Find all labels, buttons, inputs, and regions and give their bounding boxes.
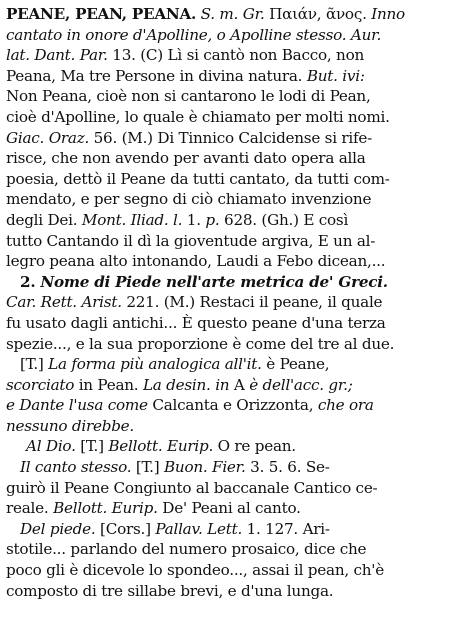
text-segment: Παιάν, ᾶνος.	[264, 5, 372, 23]
text-line	[6, 375, 467, 396]
text-segment: Nome di Piede nell'arte metrica de' Greci.	[40, 272, 388, 291]
text-line	[6, 210, 467, 231]
text-line	[6, 498, 467, 519]
text-line	[6, 251, 467, 272]
text-segment: Peana, Ma tre Persone in divina natura.	[6, 66, 307, 85]
text-segment: spezie..., e la sua proporzione è come del tre al due.	[6, 334, 395, 353]
text-segment: reale.	[6, 499, 54, 518]
text-line	[6, 436, 467, 457]
text-segment: [T.]	[131, 458, 165, 477]
text-segment: Car. Rett. Arist.	[6, 293, 122, 312]
text-segment: [T.]	[75, 437, 109, 456]
text-line	[6, 395, 467, 416]
text-segment: 1.	[182, 210, 206, 229]
text-segment: scorciato	[6, 375, 75, 394]
text-segment: degli Dei.	[6, 210, 82, 229]
text-segment: Al Dio.	[26, 437, 76, 456]
text-line	[6, 354, 467, 375]
text-segment: O re pean.	[213, 437, 296, 456]
text-segment: tutto Cantando il dì la gioventude argiva, E un al-	[6, 231, 376, 250]
text-segment: fu usato dagli antichi... È questo peane d'una terza	[6, 313, 386, 332]
text-line	[6, 292, 467, 313]
text-segment: poesia, dettò il Peane da tutti cantato, da tutti com-	[6, 169, 390, 188]
text-line	[6, 4, 467, 25]
text-segment: Mont. Iliad. l.	[81, 210, 183, 229]
text-segment: Inno	[371, 5, 405, 23]
text-segment: lat. Dant. Par.	[6, 46, 108, 65]
text-segment: cioè d'Apolline, lo quale è chiamato per molti nomi.	[6, 107, 390, 126]
text-segment: S. m. Gr.	[200, 5, 265, 23]
text-segment: composto di tre sillabe brevi, e d'una lunga.	[6, 581, 334, 600]
text-segment: risce, che non avendo per avanti dato opera alla	[6, 149, 366, 168]
text-segment: è dell'acc. gr.;	[249, 375, 353, 394]
text-segment: Bellott. Eurip.	[53, 499, 158, 518]
text-segment: 221. (M.) Restaci il peane, il quale	[121, 293, 383, 312]
text-segment: But. ivi:	[306, 66, 365, 85]
text-line	[6, 66, 467, 87]
text-line	[6, 169, 467, 190]
text-line	[6, 128, 467, 149]
text-line	[6, 539, 467, 560]
text-segment: 628. (Gh.) E così	[219, 210, 349, 229]
text-line	[6, 478, 467, 499]
text-segment: poco gli è dicevole lo spondeo..., assai il pean, ch'è	[6, 561, 384, 580]
text-segment: 2.	[20, 272, 41, 291]
text-segment: stotile... parlando del numero prosaico, dice che	[6, 540, 367, 559]
text-segment: Il canto stesso.	[20, 458, 132, 477]
text-line	[6, 25, 467, 46]
text-line	[6, 45, 467, 66]
text-segment: 56. (M.) Di Tinnico Calcidense si rife-	[89, 128, 373, 147]
text-line	[6, 189, 467, 210]
text-line	[6, 519, 467, 540]
text-segment: La forma più analogica all'it.	[48, 355, 262, 374]
text-segment: Buon. Fier.	[164, 458, 246, 477]
text-segment: cantato in onore d'Apolline, o Apolline stesso. Aur.	[6, 25, 382, 44]
text-segment: [T.]	[20, 355, 49, 374]
text-line	[6, 560, 467, 581]
text-segment: Bellott. Eurip.	[108, 437, 214, 456]
text-line	[6, 313, 467, 334]
text-segment: De' Peani al canto.	[157, 499, 301, 518]
text-segment: e Dante l'usa come	[6, 396, 148, 415]
text-segment: 13. (C) Lì si cantò non Bacco, non	[107, 46, 364, 65]
text-segment: Calcanta e Orizzonta,	[147, 396, 318, 415]
text-segment: mendato, e per segno di ciò chiamato invenzione	[6, 190, 372, 209]
text-line	[6, 86, 467, 107]
text-segment: che ora	[317, 396, 374, 415]
text-segment: p.	[205, 210, 220, 229]
text-segment: in Pean.	[74, 375, 143, 394]
text-segment: 1. 127. Ari-	[242, 519, 330, 538]
text-line	[6, 581, 467, 602]
text-segment: nessuno direbbe.	[6, 416, 134, 435]
text-line	[6, 334, 467, 355]
text-line	[6, 107, 467, 128]
text-line	[6, 148, 467, 169]
text-segment: 3. 5. 6. Se-	[245, 458, 330, 477]
text-segment: Giac. Oraz.	[6, 128, 90, 147]
text-segment: La desin. in	[142, 375, 230, 394]
text-line	[6, 272, 467, 293]
text-segment: guirò il Peane Congiunto al baccanale Cantico ce-	[6, 478, 378, 497]
text-segment: Del piede.	[20, 519, 96, 538]
text-segment: Non Peana, cioè non si cantarono le lodi di Pean,	[6, 87, 371, 106]
text-segment: A	[229, 375, 250, 394]
text-segment: PEANE, PEAN, PEANA.	[6, 5, 197, 23]
text-line	[6, 231, 467, 252]
text-segment: è Peane,	[261, 355, 330, 374]
text-segment: Pallav. Lett.	[155, 519, 243, 538]
text-segment: [Cors.]	[95, 519, 156, 538]
text-line	[6, 457, 467, 478]
text-line	[6, 416, 467, 437]
entry-text	[6, 4, 467, 601]
text-segment: legro peana alto intonando, Laudi a Febo dicean,...	[6, 252, 386, 271]
